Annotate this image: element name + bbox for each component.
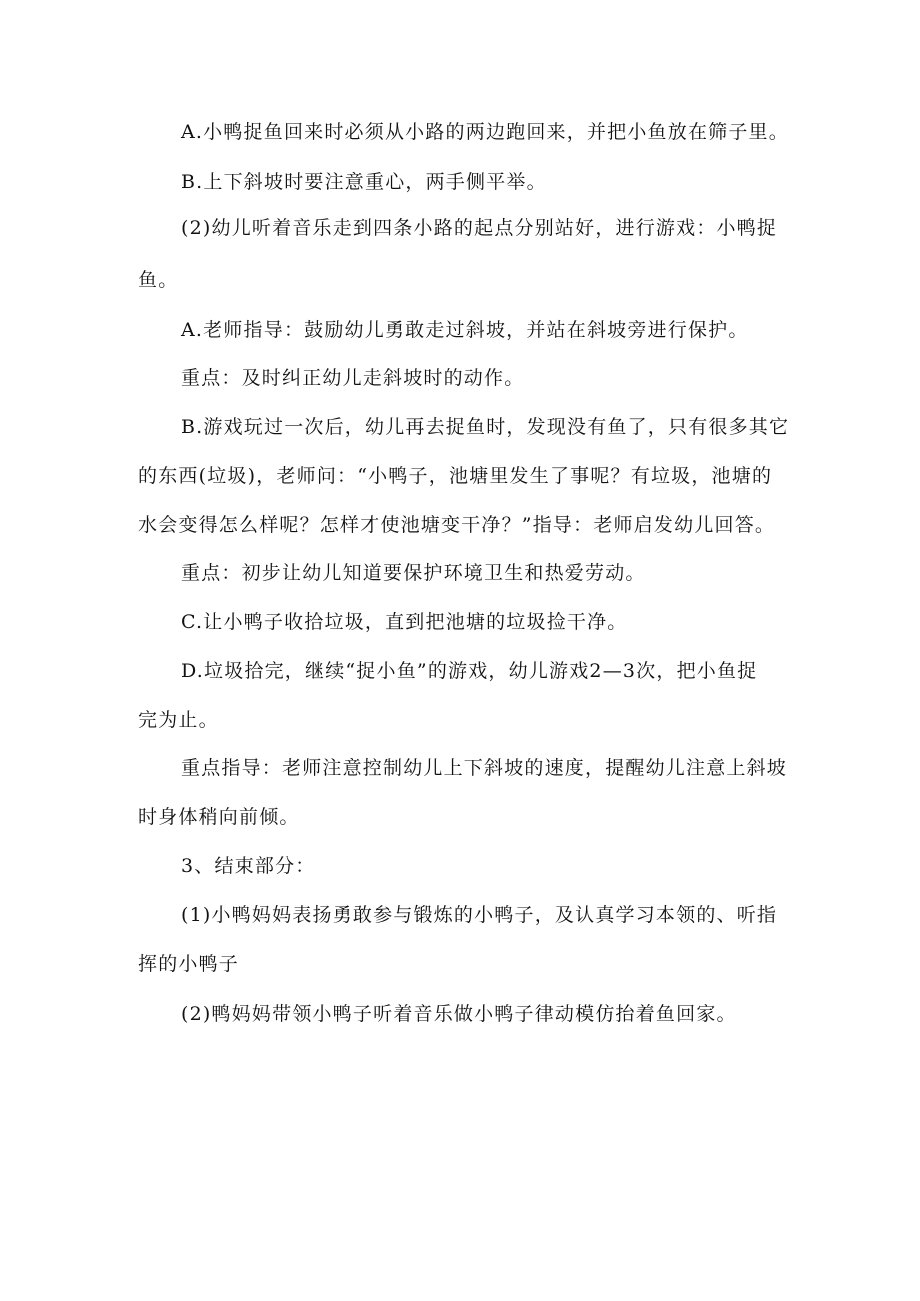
- paragraph-line: (2)鸭妈妈带领小鸭子听着音乐做小鸭子律动模仿抬着鱼回家。: [181, 1003, 737, 1025]
- paragraph-line: B.游戏玩过一次后，幼儿再去捉鱼时，发现没有鱼了，只有很多其它: [181, 416, 790, 438]
- paragraph-line: 重点：及时纠正幼儿走斜坡时的动作。: [181, 367, 525, 389]
- paragraph-line: 重点：初步让幼儿知道要保护环境卫生和热爱劳动。: [181, 562, 646, 584]
- paragraph-line: (1)小鸭妈妈表扬勇敢参与锻炼的小鸭子，及认真学习本领的、听指: [181, 904, 778, 926]
- paragraph-line: 完为止。: [138, 709, 219, 731]
- paragraph-line: 的东西(垃圾)，老师问：“小鸭子，池塘里发生了事呢？有垃圾，池塘的: [138, 465, 773, 487]
- paragraph-line: (2)幼儿听着音乐走到四条小路的起点分别站好，进行游戏：小鸭捉: [181, 217, 778, 239]
- paragraph-line: 重点指导：老师注意控制幼儿上下斜坡的速度，提醒幼儿注意上斜坡: [181, 757, 788, 779]
- paragraph-line: A.老师指导：鼓励幼儿勇敢走过斜坡，并站在斜坡旁进行保护。: [181, 319, 749, 341]
- section-heading: 3、结束部分：: [181, 855, 316, 877]
- paragraph-line: 挥的小鸭子: [138, 953, 240, 975]
- paragraph-line: C.让小鸭子收拾垃圾，直到把池塘的垃圾捡干净。: [181, 611, 628, 633]
- paragraph-line: 时身体稍向前倾。: [138, 806, 300, 828]
- paragraph-line: D.垃圾拾完，继续“捉小鱼”的游戏，幼儿游戏2—3次，把小鱼捉: [181, 660, 758, 682]
- paragraph-line: A.小鸭捉鱼回来时必须从小路的两边跑回来，并把小鱼放在筛子里。: [181, 121, 789, 143]
- paragraph-line: 鱼。: [138, 269, 179, 291]
- paragraph-line: B.上下斜坡时要注意重心，两手侧平举。: [181, 171, 547, 193]
- paragraph-line: 水会变得怎么样呢？怎样才使池塘变干净？”指导：老师启发幼儿回答。: [138, 514, 776, 536]
